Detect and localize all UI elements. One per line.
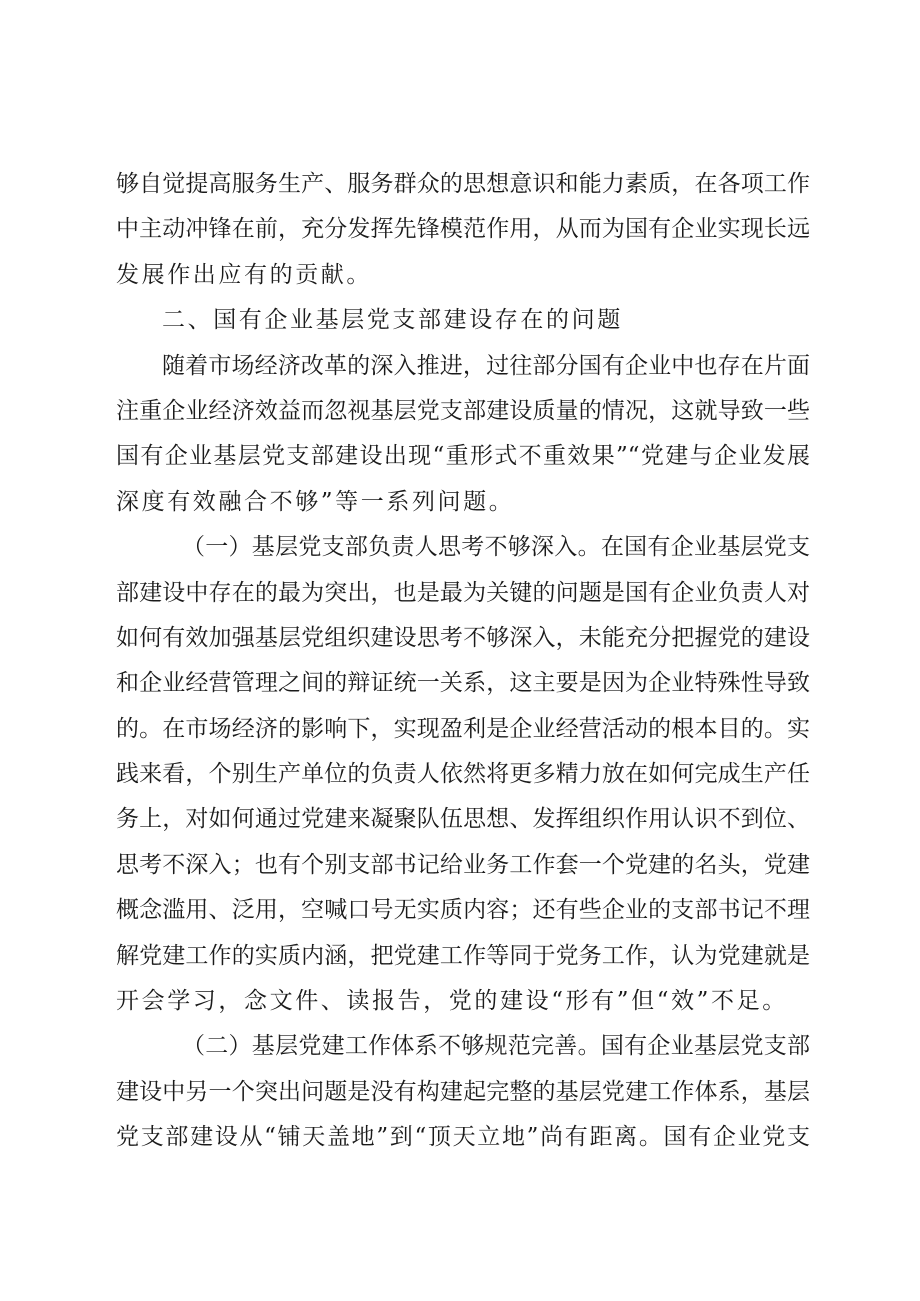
text-line: 概念滥用、泛用，空喊口号无实质内容；还有些企业的支部书记不理 [116,897,810,924]
text-line: 中主动冲锋在前，充分发挥先锋模范作用，从而为国有企业实现长远 [116,216,810,243]
text-line: 发展作出应有的贡献。 [116,261,372,288]
text-line: 国有企业基层党支部建设出现“重形式不重效果”“党建与企业发展 [116,443,810,470]
text-line: 思考不深入；也有个别支部书记给业务工作套一个党建的名头，党建 [116,851,810,878]
text-line: 深度有效融合不够”等一系列问题。 [116,488,515,515]
text-line: 和企业经营管理之间的辩证统一关系，这主要是因为企业特殊性导致 [116,670,810,697]
subsection-lead-line: （二）基层党建工作体系不够规范完善。国有企业基层党支部 [182,1033,810,1060]
text-line: 如何有效加强基层党组织建设思考不够深入，未能充分把握党的建设 [116,624,810,651]
text-line: 建设中另一个突出问题是没有构建起完整的基层党建工作体系，基层 [116,1078,810,1105]
text-line: 注重企业经济效益而忽视基层党支部建设质量的情况，这就导致一些 [116,397,810,424]
text-line: 务上，对如何通过党建来凝聚队伍思想、发挥组织作用认识不到位、 [116,806,810,833]
text-line: 解党建工作的实质内涵，把党建工作等同于党务工作，认为党建就是 [116,942,810,969]
text-line: 部建设中存在的最为突出，也是最为关键的问题是国有企业负责人对 [116,579,810,606]
text-line: 开会学习，念文件、读报告，党的建设“形有”但“效”不足。 [116,988,788,1015]
text-line: 践来看，个别生产单位的负责人依然将更多精力放在如何完成生产任 [116,761,810,788]
section-heading: 二、国有企业基层党支部建设存在的问题 [162,307,623,334]
text-line: 党支部建设从“铺天盖地”到“顶天立地”尚有距离。国有企业党支 [116,1124,810,1151]
document-body [116,162,810,1161]
subsection-lead-line: （一）基层党支部负责人思考不够深入。在国有企业基层党支 [182,534,810,561]
text-line: 的。在市场经济的影响下，实现盈利是企业经营活动的根本目的。实 [116,715,810,742]
text-line: 随着市场经济改革的深入推进，过往部分国有企业中也存在片面 [162,352,810,379]
text-line: 够自觉提高服务生产、服务群众的思想意识和能力素质，在各项工作 [116,171,810,197]
